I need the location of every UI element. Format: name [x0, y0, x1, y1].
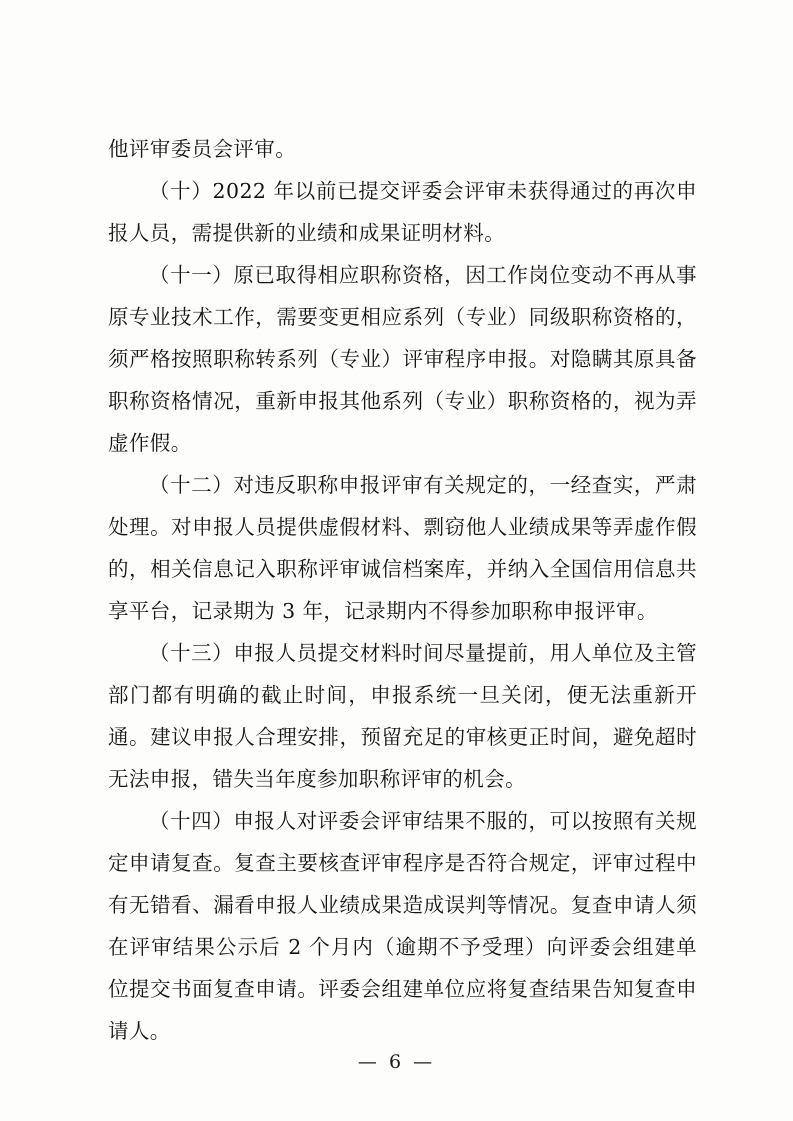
paragraph-item-12: （十二）对违反职称申报评审有关规定的，一经查实，严肃处理。对申报人员提供虚假材料、剽窃他人业绩成果等弄虚作假的，相关信息记入职称评审诚信档案库，并纳入全国信用信息共享平台，记录期为 3 年，记录期内不得参加职称申报评审。: [108, 473, 697, 623]
document-body: [108, 128, 697, 1052]
paragraph-item-10: （十）2022 年以前已提交评委会评审未获得通过的再次申报人员，需提供新的业绩和成果证明材料。: [108, 179, 697, 245]
paragraph-item-13: （十三）申报人员提交材料时间尽量提前，用人单位及主管部门都有明确的截止时间，申报系统一旦关闭，便无法重新开通。建议申报人合理安排，预留充足的审核更正时间，避免超时无法申报，错失当年度参加职称评审的机会。: [108, 641, 697, 791]
page-number: — 6 —: [357, 1051, 436, 1073]
paragraph-continued: 他评审委员会评审。: [108, 137, 297, 161]
paragraph-item-14: （十四）申报人对评委会评审结果不服的，可以按照有关规定申请复查。复查主要核查评审程序是否符合规定，评审过程中有无错看、漏看申报人业绩成果造成误判等情况。复查申请人须在评审结果公示后 2 个月内（逾期不予受理）向评委会组建单位提交书面复查申请。评委会组建单位应将复查结果告知复查申请人。: [108, 809, 697, 1043]
paragraph-item-11: （十一）原已取得相应职称资格，因工作岗位变动不再从事原专业技术工作，需要变更相应系列（专业）同级职称资格的，须严格按照职称转系列（专业）评审程序申报。对隐瞒其原具备职称资格情况，重新申报其他系列（专业）职称资格的，视为弄虚作假。: [108, 263, 697, 455]
